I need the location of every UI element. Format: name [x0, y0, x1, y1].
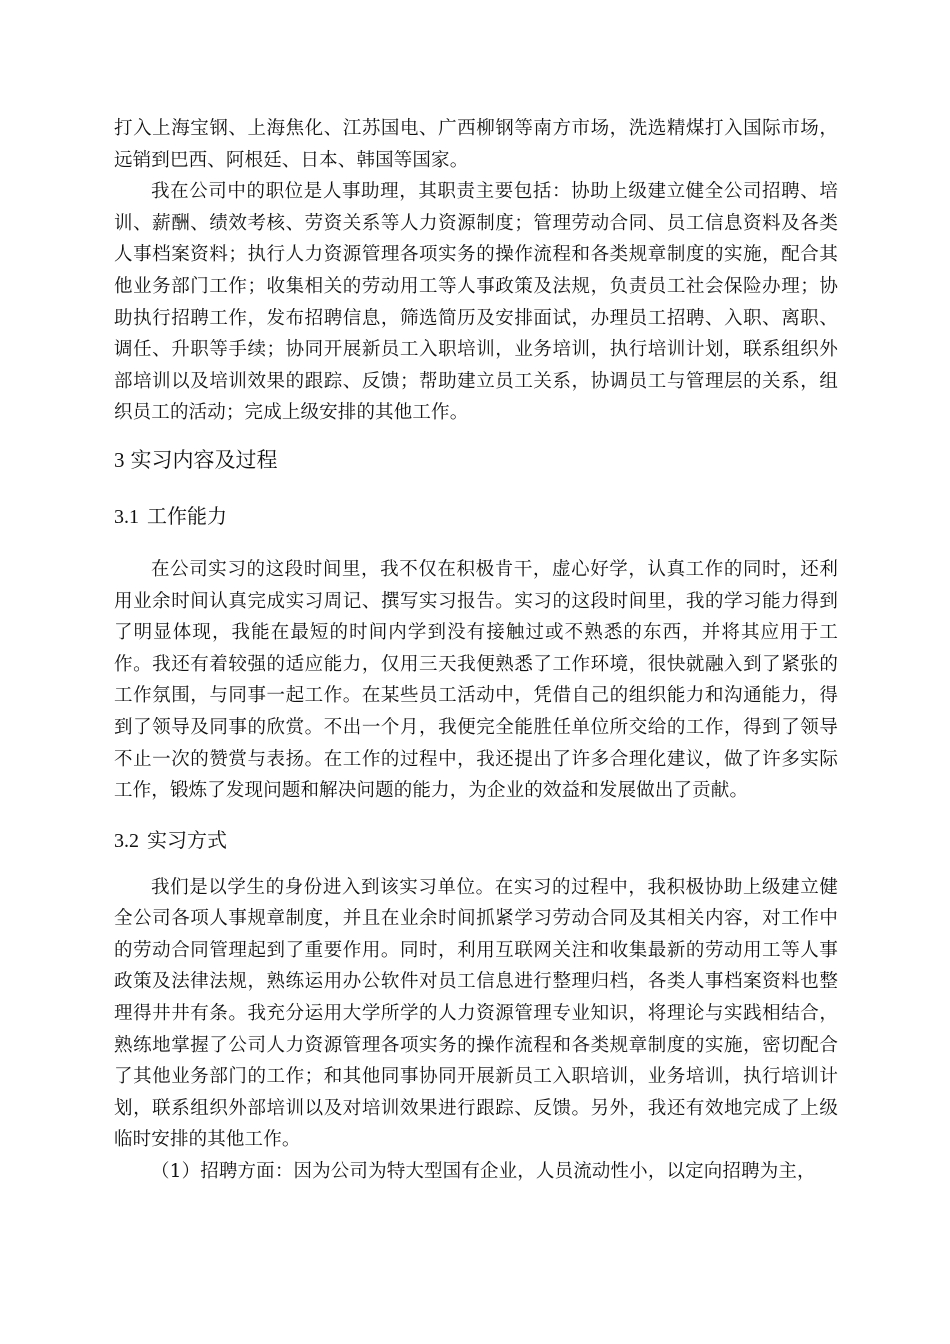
section-heading-3-1	[114, 499, 838, 534]
section-number: 3.1	[114, 505, 139, 528]
paragraph-internship-method: 我们是以学生的身份进入到该实习单位。在实习的过程中，我积极协助上级建立健全公司各项人事规章制度，并且在业余时间抓紧学习劳动合同及其相关内容，对工作中的劳动合同管理起到了重要作用。同时，利用互联网关注和收集最新的劳动用工等人事政策及法律法规，熟练运用办公软件对员工信息进行整理归档，各类人事档案资料也整理得井井有条。我充分运用大学所学的人力资源管理专业知识，将理论与实践相结合，熟练地掌握了公司人力资源管理各项实务的操作流程和各类规章制度的实施，密切配合了其他业务部门的工作；和其他同事协同开展新员工入职培训，业务培训，执行培训计划，联系组织外部培训以及对培训效果进行跟踪、反馈。另外，我还有效地完成了上级临时安排的其他工作。	[114, 876, 838, 1151]
section-number: 3.2	[114, 829, 139, 852]
paragraph-work-ability: 在公司实习的这段时间里，我不仅在积极肯干，虚心好学，认真工作的同时，还利用业余时间认真完成实习周记、撰写实习报告。实习的这段时间里，我的学习能力得到了明显体现，我能在最短的时间内学到没有接触过或不熟悉的东西，并将其应用于工作。我还有着较强的适应能力，仅用三天我便熟悉了工作环境，很快就融入到了紧张的工作氛围，与同事一起工作。在某些员工活动中，凭借自己的组织能力和沟通能力，得到了领导及同事的欣赏。不出一个月，我便完全能胜任单位所交给的工作，得到了领导不止一次的赞赏与表扬。在工作的过程中，我还提出了许多合理化建议，做了许多实际工作，锻炼了发现问题和解决问题的能力，为企业的效益和发展做出了贡献。	[114, 558, 838, 802]
paragraph-markets: 打入上海宝钢、上海焦化、江苏国电、广西柳钢等南方市场，洗选精煤打入国际市场，远销到巴西、阿根廷、日本、韩国等国家。	[114, 118, 838, 171]
paragraph-recruitment-item: （1）招聘方面：因为公司为特大型国有企业，人员流动性小，以定向招聘为主，	[151, 1161, 816, 1183]
section-title: 工作能力	[147, 503, 227, 528]
section-title: 实习内容及过程	[130, 447, 278, 472]
paragraph-job-duties: 我在公司中的职位是人事助理，其职责主要包括：协助上级建立健全公司招聘、培训、薪酬、绩效考核、劳资关系等人力资源制度；管理劳动合同、员工信息资料及各类人事档案资料；执行人力资源管理各项实务的操作流程和各类规章制度的实施，配合其他业务部门工作；收集相关的劳动用工等人事政策及法规，负责员工社会保险办理；协助执行招聘工作，发布招聘信息，筛选简历及安排面试，办理员工招聘、入职、离职、调任、升职等手续；协同开展新员工入职培训，业务培训，执行培训计划，联系组织外部培训以及培训效果的跟踪、反馈；帮助建立员工关系，协调员工与管理层的关系，组织员工的活动；完成上级安排的其他工作。	[114, 181, 838, 424]
document-body	[114, 113, 838, 1188]
section-heading-3	[114, 441, 838, 479]
section-heading-3-2	[114, 823, 838, 858]
section-title: 实习方式	[147, 827, 227, 852]
section-number: 3	[114, 447, 125, 472]
